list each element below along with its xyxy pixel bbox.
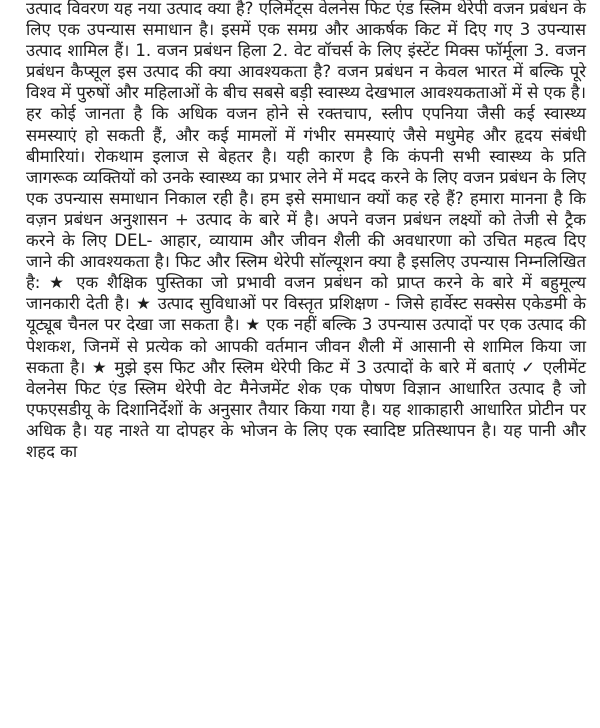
product-description-text: उत्पाद विवरण यह नया उत्पाद क्या है? एलिमेंट्स वेलनेस फिट एंड स्लिम थेरेपी वजन प्रबंधन के लिए एक उपन्यास समाधान है। इसमें एक समग्र और आकर्षक किट में दिए गए 3 उपन्यास उत्पाद शामिल हैं। 1. वजन प्रबंधन हिला 2. वेट वॉचर्स के लिए इंस्टेंट मिक्स फॉर्मूला 3. वजन प्रबंधन कैप्सूल इस उत्पाद की क्या आवश्यकता है? वजन प्रबंधन न केवल भारत में बल्कि पूरे विश्व में पुरुषों और महिलाओं के बीच सबसे बड़ी स्वास्थ्य देखभाल आवश्यकताओं में से एक है। हर कोई जानता है कि अधिक वजन होने से रक्तचाप, स्लीप एपनिया जैसी कई स्वास्थ्य समस्याएं हो सकती हैं, और कई मामलों में गंभीर समस्याएं जैसे मधुमेह और हृदय संबंधी बीमारियां। रोकथाम इलाज से बेहतर है। यही कारण है कि कंपनी सभी स्वास्थ्य के प्रति जागरूक व्यक्तियों को उनके स्वास्थ्य का प्रभार लेने में मदद करने के लिए वजन प्रबंधन के लिए एक उपन्यास समाधान निकाल रही है। हम इसे समाधान क्यों कह रहे हैं? हमारा मानना है कि वज़न प्रबंधन अनुशासन + उत्पाद के बारे में है। अपने वजन प्रबंधन लक्ष्यों को तेजी से ट्रैक करने के लिए DEL- आहार, व्यायाम और जीवन शैली की अवधारणा को उचित महत्व दिए जाने की आवश्यकता है। फिट और स्लिम थेरेपी सॉल्यूशन क्या है इसलिए उपन्यास निम्नलिखित है: ★ एक शैक्षिक पुस्तिका जो प्रभावी वजन प्रबंधन को प्राप्त करने के बारे में बहुमूल्य जानकारी देती है। ★ उत्पाद सुविधाओं पर विस्तृत प्रशिक्षण - जिसे हार्वेस्ट सक्सेस एकेडमी के यूट्यूब चैनल पर देखा जा सकता है। ★ एक नहीं बल्कि 3 उपन्यास उत्पादों पर एक उत्पाद की पेशकश, जिनमें से प्रत्येक को आपकी वर्तमान जीवन शैली में आसानी से शामिल किया जा सकता है। ★ मुझे इस फिट और स्लिम थेरेपी किट में 3 उत्पादों के बारे में बताएं ✓ एलीमेंट वेलनेस फिट एंड स्लिम थेरेपी वेट मैनेजमेंट शेक एक पोषण विज्ञान आधारित उत्पाद है जो एफएसडीयू के दिशानिर्देशों के अनुसार तैयार किया गया है। यह शाकाहारी आधारित प्रोटीन पर अधिक है। यह नाश्ते या दोपहर के भोजन के लिए एक स्वादिष्ट प्रतिस्थापन है। यह पानी और शहद का: [26, 0, 586, 461]
